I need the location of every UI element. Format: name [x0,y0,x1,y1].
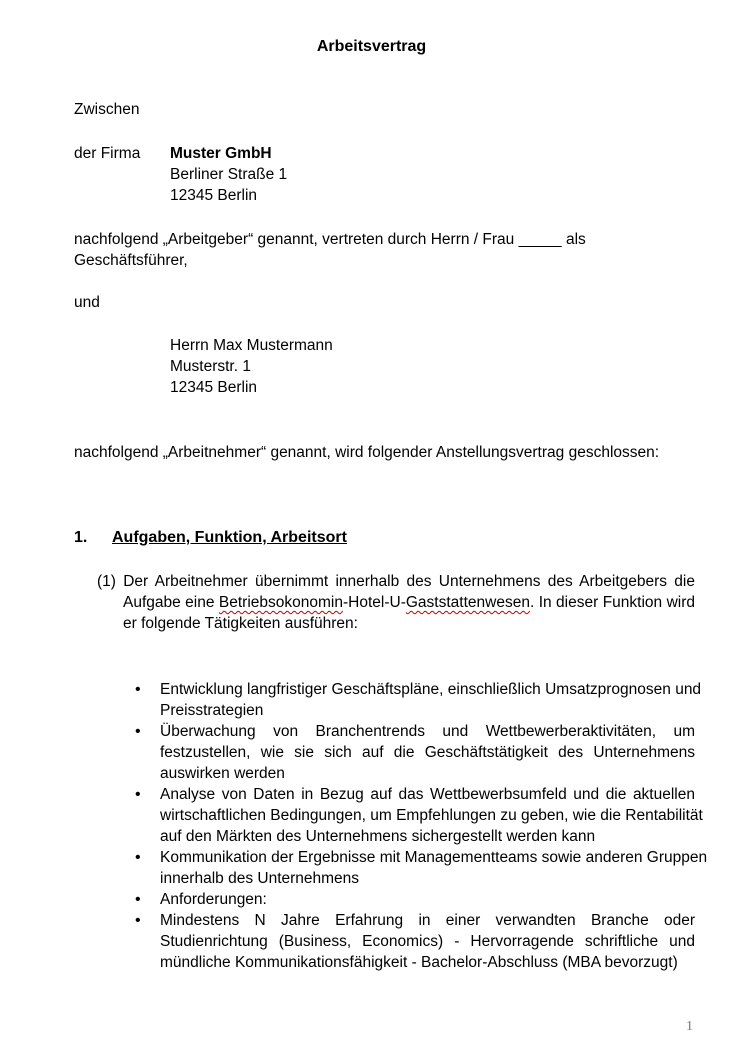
bullet-icon: • [135,849,141,866]
list-item-line: wirtschaftlichen Bedingungen, um Empfehlungen zu geben, wie die Rentabilität [160,807,703,824]
list-item-line: Studienrichtung (Business, Economics) - Hervorragende schriftliche und [160,933,695,950]
misspelled-word: Betriebsokonomin [218,594,343,611]
section-number: 1. [74,529,88,546]
employee-name: Herrn Max Mustermann [170,337,333,354]
list-item-line: auf den Märkten des Unternehmens sichergestellt werden kann [160,828,596,845]
list-item-line: innerhalb des Unternehmens [160,870,360,887]
paragraph-text: -Hotel-U- [343,594,406,611]
paragraph-line-2 [97,592,695,613]
list-item-line: Mindestens N Jahre Erfahrung in einer verwandten Branche oder [160,912,695,929]
and-text: und [74,294,100,311]
paragraph-line-1: (1) Der Arbeitnehmer übernimmt innerhalb des Unternehmens des Arbeitgebers die [97,573,695,590]
bullet-icon: • [135,891,141,908]
task-list [135,679,708,973]
employer-line-2: Geschäftsführer, [74,252,188,269]
document-title: Arbeitsvertrag [316,38,427,55]
list-item [135,889,695,910]
employee-address [170,335,333,398]
list-item-line: mündliche Kommunikationsfähigkeit - Bachelor-Abschluss (MBA bevorzugt) [160,954,678,971]
list-item-line: Entwicklung langfristiger Geschäftspläne, einschließlich Umsatzprognosen und [160,681,702,698]
list-item-line: Kommunikation der Ergebnisse mit Managementteams sowie anderen Gruppen [160,849,708,866]
misspelled-word: Gaststattenwesen [405,594,530,611]
paragraph-text: . In dieser Funktion wird [529,594,695,611]
list-item [135,721,695,784]
firm-label: der Firma [74,145,141,162]
list-item-line: Analyse von Daten in Bezug auf das Wettbewerbsumfeld und die aktuellen [160,786,695,803]
list-item-line: auswirken werden [160,765,285,782]
firm-street: Berliner Straße 1 [170,166,288,183]
page-number: 1 [686,1019,693,1034]
section-title: Aufgaben, Funktion, Arbeitsort [112,529,347,546]
employee-clause: nachfolgend „Arbeitnehmer“ genannt, wird folgender Anstellungsvertrag geschlossen: [74,444,660,461]
employer-clause [74,229,586,271]
between-text: Zwischen [74,101,140,118]
section-paragraph [97,571,695,634]
list-item-line: festzustellen, wie sie sich auf die Geschäftstätigkeit des Unternehmens [160,744,695,761]
list-item [135,784,703,847]
section-heading [74,527,347,548]
list-item [135,910,695,973]
paragraph-line-3: er folgende Tätigkeiten ausführen: [123,615,358,632]
paragraph-text: Aufgabe eine [123,594,219,611]
list-item-line: Überwachung von Branchentrends und Wettbewerberaktivitäten, um [160,723,695,740]
employee-street: Musterstr. 1 [170,358,251,375]
firm-name: Muster GmbH [170,145,272,162]
employer-line-1: nachfolgend „Arbeitgeber“ genannt, vertreten durch Herrn / Frau _____ als [74,231,586,248]
firm-address [170,143,287,206]
bullet-icon: • [135,681,141,698]
firm-city: 12345 Berlin [170,187,258,204]
list-item [135,847,708,889]
bullet-icon: • [135,723,141,740]
list-item-line: Preisstrategien [160,702,264,719]
employee-city: 12345 Berlin [170,379,258,396]
bullet-icon: • [135,912,141,929]
list-item [135,679,702,721]
list-item-line: Anforderungen: [160,891,267,908]
bullet-icon: • [135,786,141,803]
